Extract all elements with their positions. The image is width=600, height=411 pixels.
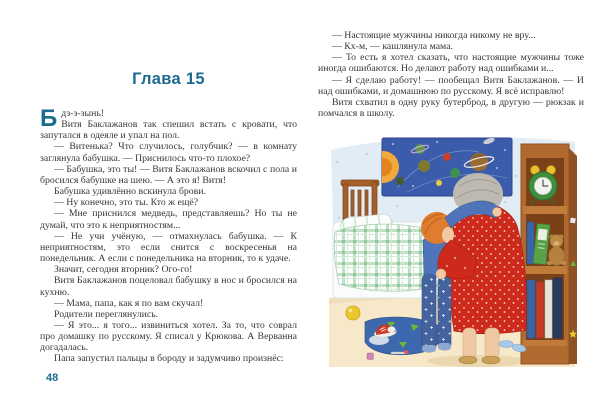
drop-cap: Б: [40, 105, 58, 132]
paragraph: — Мне приснился медведь, представляешь? Но ты не думай, что это к неприятностям...: [40, 208, 297, 231]
left-page-text: [40, 105, 297, 365]
paragraph: — Настоящие мужчины никогда никому не вру...: [332, 30, 536, 41]
paragraph: Папа запустил пальцы в бороду и задумчиво произнёс:: [54, 353, 284, 365]
paragraph: — Ну конечно, это ты. Кто ж ещё?: [54, 197, 199, 209]
paragraph: [40, 105, 297, 142]
toy-cube: [367, 353, 374, 360]
paragraph: — Я это... я того... извиниться хотел. За то, что соврал про домашку по русскому. Я списал у Крюкова. А Верванна догадалась.: [40, 319, 297, 354]
paragraph-text: дз-з-зынь!: [61, 108, 105, 119]
yellow-ball: [346, 306, 360, 320]
paragraph: Родители переглянулись.: [54, 308, 159, 320]
paragraph: — Бабушка, это ты! — Витя Баклажанов вскочил с пола и бросился бабушке на шею. — А это я! Витя!: [40, 163, 297, 186]
paragraph: Витя Баклажанов поцеловал бабушку в нос и бросился на кухню.: [40, 275, 297, 298]
paragraph: — Мама, папа, как я по вам скучал!: [54, 297, 204, 309]
shelf-books-middle: [527, 222, 550, 265]
paragraph-text: Витя Баклажанов так спешил встать с кровати, что запутался в одеяле и упал на пол.: [40, 119, 297, 142]
bookshelf: [521, 144, 577, 364]
paragraph: Витя схватил в одну руку бутерброд, в другую — рюкзак и помчался в школу.: [318, 96, 584, 120]
paragraph: — Не учи учёную, — отмахнулась бабушка. — К неприятностям, это если снится с воскресенья на понедельник. А если с понедельника на вторник, то к удаче.: [40, 230, 297, 265]
illustration: [327, 126, 577, 369]
paragraph: — Кх-м, — кашлянула мама.: [332, 41, 453, 53]
paragraph: — Витенька? Что случилось, голубчик? — в комнату заглянула бабушка. — Приснилось что-то плохое?: [40, 141, 297, 164]
paragraph: Бабушка удивлённо вскинула брови.: [54, 186, 206, 198]
right-page-text: [318, 30, 584, 119]
chapter-title: Глава 15: [132, 70, 205, 88]
paragraph: — То есть я хотел сказать, что настоящие мужчины тоже иногда ошибаются. Но делают работу над ошибками и...: [318, 52, 584, 75]
page-number: 48: [46, 372, 59, 384]
paragraph: — Я сделаю работу! — пообещал Витя Баклажанов. — И над ошибками, и домашнюю по русскому. Я всё исправлю!: [318, 74, 584, 97]
paragraph: Значит, сегодня вторник? Ого-го!: [54, 264, 193, 276]
